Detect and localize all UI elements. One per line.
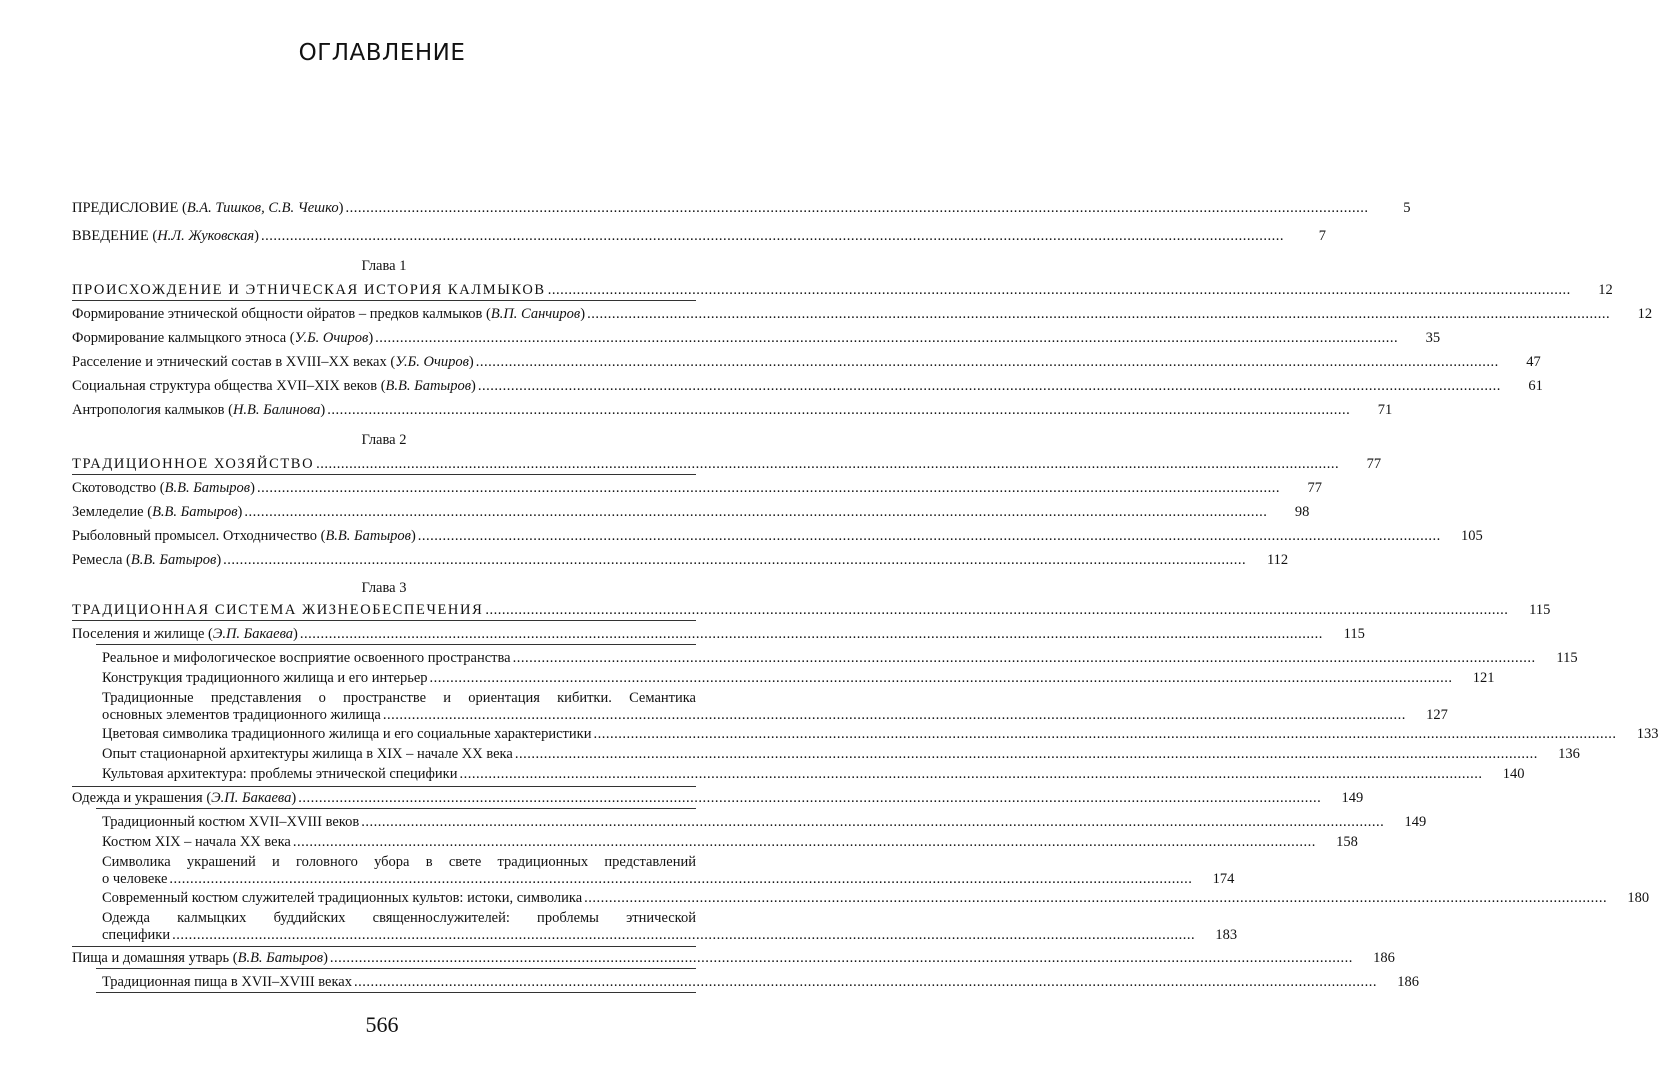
page-ref: 5 — [1403, 200, 1411, 216]
toc-entry-color-symbolism[interactable] — [102, 726, 1658, 743]
page-ref: 180 — [1627, 890, 1650, 906]
page-ref: 183 — [1215, 927, 1238, 943]
leader-dots — [548, 282, 1571, 299]
entry-title-line1: Одежда калмыцких буддийских священнослужителей: проблемы этнической — [102, 910, 696, 926]
page-ref: 149 — [1341, 790, 1364, 806]
page-ref: 12 — [1637, 306, 1653, 322]
entry-title: Формирование этнической общности ойратов – предков калмыков ( — [72, 306, 491, 322]
toc-entry-agriculture[interactable] — [72, 504, 1310, 521]
subsection-rule — [96, 968, 696, 969]
entry-close: ) — [338, 200, 344, 216]
entry-title: ПРЕДИСЛОВИЕ ( — [72, 200, 187, 216]
page-ref: 12 — [1598, 282, 1613, 298]
entry-close: ) — [580, 306, 586, 322]
toc-entry-life-support[interactable] — [72, 602, 1551, 619]
leader-dots — [587, 306, 1610, 323]
entry-close: ) — [250, 480, 255, 496]
toc-entry-stationary-architecture[interactable] — [102, 746, 1580, 763]
chapter-heading-1: Глава 1 — [361, 258, 407, 274]
toc-entry-settlement[interactable] — [72, 354, 1541, 371]
section-rule — [72, 620, 696, 621]
toc-entry-costume-19[interactable] — [102, 834, 1358, 851]
toc-entry-food[interactable] — [72, 950, 1395, 967]
page-ref: 35 — [1425, 330, 1441, 346]
page-ref: 158 — [1336, 834, 1358, 850]
toc-entry-origin[interactable] — [72, 282, 1613, 299]
entry-close: ) — [237, 504, 243, 520]
page-ref: 136 — [1558, 746, 1580, 762]
leader-dots — [300, 626, 1323, 643]
entry-close: ) — [293, 626, 298, 642]
page-ref: 115 — [1556, 650, 1578, 666]
entry-author: У.Б. Очиров — [294, 330, 369, 346]
toc-entry-economy[interactable] — [72, 456, 1382, 473]
page-ref: 71 — [1377, 402, 1393, 418]
toc-entry-clothing[interactable] — [72, 790, 1364, 807]
entry-close: ) — [368, 330, 374, 346]
entry-title: Конструкция традиционного жилища и его интерьер — [102, 670, 428, 686]
leader-dots — [430, 670, 1453, 687]
entry-title: Антропология калмыков ( — [72, 402, 233, 418]
leader-dots — [223, 552, 1246, 569]
page-ref: 77 — [1307, 480, 1322, 496]
entry-title: Реальное и мифологическое восприятие освоенного пространства — [102, 650, 511, 666]
leader-dots — [261, 228, 1284, 245]
toc-entry-livestock[interactable] — [72, 480, 1322, 497]
toc-entry-space-perception[interactable] — [102, 650, 1578, 667]
entry-close: ) — [216, 552, 222, 568]
entry-title: Современный костюм служителей традиционных культов: истоки, символика — [102, 890, 583, 906]
leader-dots — [593, 726, 1616, 743]
entry-title: ТРАДИЦИОННАЯ СИСТЕМА ЖИЗНЕОБЕСПЕЧЕНИЯ — [72, 602, 484, 618]
entry-author: В.П. Санчиров — [490, 306, 581, 322]
subsection-rule — [96, 644, 696, 645]
entry-title: ТРАДИЦИОННОЕ ХОЗЯЙСТВО — [72, 456, 315, 472]
page-ref: 121 — [1472, 670, 1495, 686]
entry-author: Э.П. Бакаева — [211, 790, 292, 806]
page-ref: 133 — [1636, 726, 1658, 742]
toc-entry-buddhist-clergy[interactable] — [102, 910, 1238, 944]
entry-author: Э.П. Бакаева — [212, 626, 294, 642]
page-ref: 7 — [1318, 228, 1326, 244]
leader-dots — [345, 200, 1368, 217]
page-ref: 61 — [1528, 378, 1543, 394]
page-ref: 77 — [1366, 456, 1382, 472]
entry-author: В.В. Батыров — [130, 552, 217, 568]
entry-title: Скотоводство ( — [72, 480, 165, 496]
leader-dots — [244, 504, 1267, 521]
section-rule — [72, 474, 696, 475]
leader-dots — [327, 402, 1350, 419]
page-ref: 115 — [1343, 626, 1365, 642]
entry-title: Традиционный костюм XVII–XVIII веков — [102, 814, 360, 830]
leader-dots — [375, 330, 1398, 347]
toc-entry-introduction[interactable] — [72, 228, 1326, 245]
entry-author: В.В. Батыров — [325, 528, 411, 544]
entry-author: В.А. Тишков, С.В. Чешко — [186, 200, 339, 216]
entry-close: ) — [323, 950, 328, 966]
toc-entry-cult-architecture[interactable] — [102, 766, 1525, 783]
leader-dots — [354, 974, 1377, 991]
entry-title-line2: специфики — [102, 927, 171, 943]
chapter-heading-2: Глава 2 — [361, 432, 407, 448]
page-ref: 98 — [1294, 504, 1310, 520]
entry-title-line1: Традиционные представления о пространстве и ориентация кибитки. Семантика — [102, 690, 696, 706]
entry-title: Формирование калмыцкого этноса ( — [72, 330, 295, 346]
entry-author: В.В. Батыров — [164, 480, 251, 496]
entry-title: Расселение и этнический состав в XVIII–XX веках ( — [72, 354, 396, 370]
leader-dots — [172, 927, 1195, 944]
page-number: 566 — [365, 1012, 399, 1037]
entry-title: Земледелие ( — [72, 504, 153, 520]
leader-dots — [316, 456, 1339, 473]
entry-close: ) — [471, 378, 476, 394]
toc-entry-social-structure[interactable] — [72, 378, 1543, 395]
leader-dots — [485, 602, 1508, 619]
leader-dots — [513, 650, 1536, 667]
entry-title: ВВЕДЕНИЕ ( — [72, 228, 158, 244]
page-ref: 105 — [1461, 528, 1483, 544]
toc-entry-dwelling-construction[interactable] — [102, 670, 1495, 687]
entry-title-line1: Символика украшений и головного убора в свете традиционных представлений — [102, 854, 696, 870]
toc-entry-traditional-food[interactable] — [102, 974, 1419, 991]
subsection-rule — [96, 808, 696, 809]
entry-title-line2: основных элементов традиционного жилища — [102, 707, 381, 723]
leader-dots — [298, 790, 1321, 807]
toc-entry-fishing[interactable] — [72, 528, 1483, 545]
chapter-heading-3: Глава 3 — [361, 580, 407, 596]
entry-close: ) — [320, 402, 326, 418]
entry-title: Опыт стационарной архитектуры жилища в XIX – начале XX века — [102, 746, 513, 762]
page-ref: 149 — [1404, 814, 1427, 830]
entry-title: Культовая архитектура: проблемы этнической специфики — [102, 766, 458, 782]
page-ref: 47 — [1526, 354, 1541, 370]
page-ref: 115 — [1529, 602, 1551, 618]
entry-title: Ремесла ( — [72, 552, 131, 568]
entry-close: ) — [468, 354, 474, 370]
leader-dots — [383, 707, 1406, 724]
leader-dots — [476, 354, 1499, 371]
entry-author: Н.Л. Жуковская — [157, 228, 255, 244]
page-ref: 127 — [1426, 707, 1448, 723]
entry-author: В.В. Батыров — [237, 950, 324, 966]
entry-title: Традиционная пища в XVII–XVIII веках — [102, 974, 352, 990]
leader-dots — [330, 950, 1353, 967]
toc-entry-ornament-symbolism[interactable] — [102, 854, 1235, 888]
page-title: ОГЛАВЛЕНИЕ — [298, 40, 466, 66]
entry-title: Костюм XIX – начала XX века — [102, 834, 291, 850]
leader-dots — [478, 378, 1501, 395]
leader-dots — [361, 814, 1384, 831]
entry-title: Пища и домашняя утварь ( — [72, 950, 238, 966]
leader-dots — [515, 746, 1538, 763]
page-ref: 186 — [1373, 950, 1395, 966]
entry-author: У.Б. Очиров — [395, 354, 469, 370]
leader-dots — [418, 528, 1441, 545]
entry-title: Цветовая символика традиционного жилища и его социальные характеристики — [102, 726, 592, 742]
page-ref: 140 — [1502, 766, 1525, 782]
toc-entry-settlements-dwelling[interactable] — [72, 626, 1365, 643]
page-ref: 112 — [1266, 552, 1289, 568]
toc-entry-oirat[interactable] — [72, 306, 1653, 323]
entry-title: Одежда и украшения ( — [72, 790, 212, 806]
leader-dots — [459, 766, 1482, 783]
toc-entry-preface[interactable] — [72, 200, 1411, 217]
entry-author: В.В. Батыров — [385, 378, 472, 394]
entry-close: ) — [410, 528, 416, 544]
leader-dots — [169, 871, 1192, 888]
page-ref: 186 — [1397, 974, 1419, 990]
toc-entry-cult-costume[interactable] — [102, 890, 1650, 907]
entry-close: ) — [291, 790, 297, 806]
entry-title: ПРОИСХОЖДЕНИЕ И ЭТНИЧЕСКАЯ ИСТОРИЯ КАЛМЫКОВ — [72, 282, 546, 298]
entry-title-line2: о человеке — [102, 871, 168, 887]
leader-dots — [257, 480, 1280, 497]
entry-title: Социальная структура общества XVII–XIX веков ( — [72, 378, 386, 394]
leader-dots — [293, 834, 1316, 851]
entry-title: Рыболовный промысел. Отходничество ( — [72, 528, 326, 544]
page-ref: 174 — [1212, 871, 1235, 887]
section-rule — [72, 786, 696, 787]
toc-entry-crafts[interactable] — [72, 552, 1289, 569]
section-rule — [72, 946, 696, 947]
entry-close: ) — [254, 228, 259, 244]
toc-entry-traditional-costume[interactable] — [102, 814, 1427, 831]
entry-author: Н.В. Балинова — [232, 402, 321, 418]
section-rule — [72, 300, 696, 301]
toc-entry-ethnos[interactable] — [72, 330, 1441, 347]
subsection-rule — [96, 992, 696, 993]
entry-title: Поселения и жилище ( — [72, 626, 213, 642]
toc-entry-anthropology[interactable] — [72, 402, 1393, 419]
leader-dots — [584, 890, 1607, 907]
entry-author: В.В. Батыров — [152, 504, 238, 520]
toc-entry-kibitka-semantics[interactable] — [102, 690, 1448, 724]
